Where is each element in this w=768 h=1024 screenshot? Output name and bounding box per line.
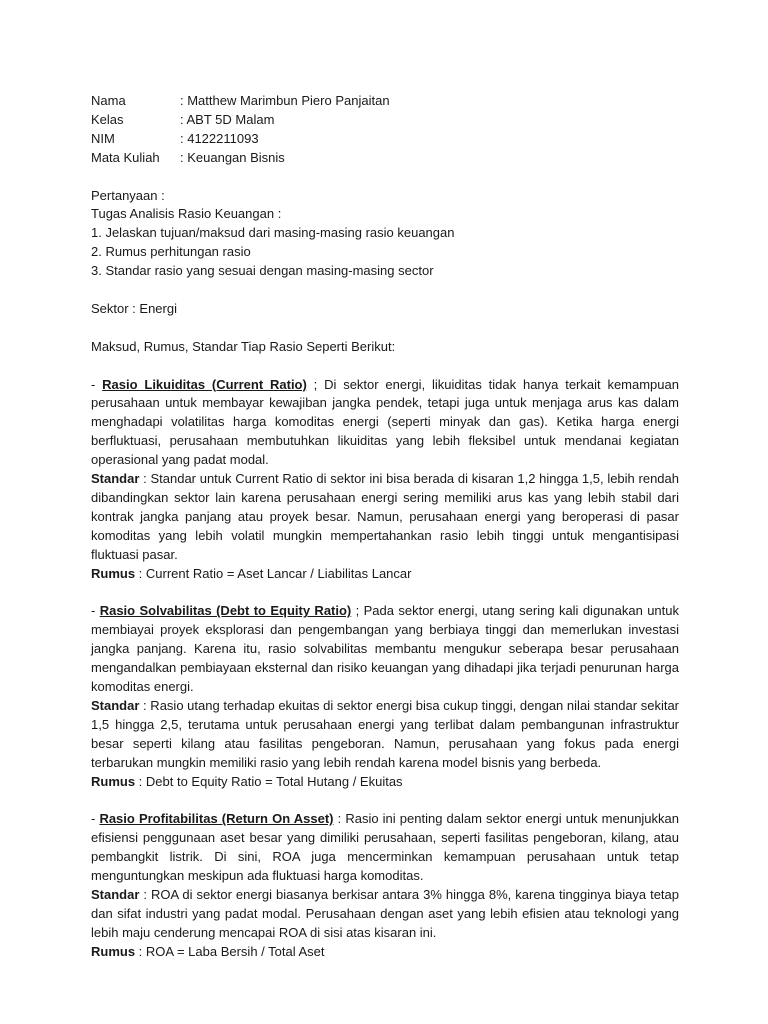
section-profitabilitas [91,810,679,961]
section-rumus [91,943,679,962]
section-title: Rasio Likuiditas (Current Ratio) [102,376,307,392]
standar-text: : ROA di sektor energi biasanya berkisar antara 3% hingga 8%, karena tingginya biaya tetap dan sifat industri yang padat modal. Perusahaan dengan aset yang lebih efisien atau teknologi yang lebih maju cenderung mencapai ROA di sisi atas kisaran ini. [91,886,679,940]
identity-label: Mata Kuliah [91,149,160,165]
identity-label: Nama [91,93,126,108]
section-standar [91,886,679,943]
identity-value: : 4122211093 [180,130,259,146]
identity-block [91,92,679,168]
standar-label: Standar [91,886,140,902]
identity-value: : Keuangan Bisnis [180,149,285,165]
questions-heading: Pertanyaan : [91,187,165,203]
section-title: Rasio Solvabilitas (Debt to Equity Ratio) [99,603,352,619]
section-description [91,376,679,471]
identity-value: : ABT 5D Malam [180,111,275,127]
section-description [91,810,679,886]
spacer [91,357,679,376]
section-rumus [91,565,679,584]
questions-block [91,187,679,282]
section-prefix: - [91,376,103,392]
section-description-text: : Rasio ini penting dalam sektor energi untuk menunjukkan efisiensi penggunaan aset besar yang dimiliki perusahaan, seperti fasilitas pengeboran, kilang, atau pembangkit listrik. Di sini, ROA juga mencerminkan kemampuan perusahaan untuk tetap menguntungkan meskipun ada fluktuasi harga komoditas. [91,811,680,884]
rumus-text: : Debt to Equity Ratio = Total Hutang / Ekuitas [135,773,403,789]
rumus-label: Rumus [91,773,136,789]
sector-line: Sektor : Energi [91,300,177,316]
standar-text: : Standar untuk Current Ratio di sektor ini bisa berada di kisaran 1,2 hingga 1,5, lebih rendah dibandingkan sektor lain karena perusahaan energi sering memiliki arus kas yang lebih stabil dari kontrak jangka panjang atau proyek besar. Namun, perusahaan energi yang beroperasi di pasar komoditas yang lebih volatil mungkin mempertahankan rasio lebih tinggi untuk mengantisipasi fluktuasi pasar. [91,471,679,562]
identity-value: : Matthew Marimbun Piero Panjaitan [180,93,390,108]
rumus-label: Rumus [91,943,136,959]
section-description-text: ; Di sektor energi, likuiditas tidak hanya terkait kemampuan perusahaan untuk membayar kewajiban jangka pendek, tetapi juga untuk menjaga arus kas dalam menghadapi volatilitas harga komoditas energi (seperti minyak dan gas). Ketika harga energi berfluktuasi, perusahaan membutuhkan likuiditas yang lebih fleksibel untuk mendanai kegiatan operasional yang padat modal. [91,376,679,468]
section-prefix: - [91,603,100,619]
section-solvabilitas [91,602,679,791]
section-prefix: - [91,811,100,827]
standar-text: : Rasio utang terhadap ekuitas di sektor energi bisa cukup tinggi, dengan nilai standar sekitar 1,5 hingga 2,5, terutama untuk perusahaan energi yang terlibat dalam pembangunan infrastruktur besar seperti kilang atau fasilitas pengeboran. Namun, perusahaan yang fokus pada energi terbarukan mungkin memiliki rasio yang lebih rendah karena model bisnis yang berbeda. [91,697,679,770]
standar-label: Standar [91,697,140,713]
standar-label: Standar [91,471,140,487]
section-description [91,602,679,697]
section-standar [91,470,679,565]
identity-label: NIM [91,130,115,146]
section-likuiditas [91,376,679,584]
section-standar [91,697,679,773]
spacer [91,791,679,810]
spacer [91,584,679,603]
identity-row-nama [91,92,679,111]
rumus-label: Rumus [91,565,136,581]
questions-task: Tugas Analisis Rasio Keuangan : [91,206,282,222]
question-item: 3. Standar rasio yang sesuai dengan masing-masing sector [91,263,434,279]
document-page [91,92,679,962]
identity-row-nim [91,130,679,149]
rumus-text: : Current Ratio = Aset Lancar / Liabilitas Lancar [135,565,412,581]
question-item: 2. Rumus perhitungan rasio [91,244,251,260]
rumus-text: : ROA = Laba Bersih / Total Aset [135,943,325,959]
section-title: Rasio Profitabilitas (Return On Asset) [99,811,334,827]
spacer [91,319,679,338]
identity-label: Kelas [91,111,124,127]
intro-line: Maksud, Rumus, Standar Tiap Rasio Seperti Berikut: [91,338,396,354]
section-rumus [91,773,679,792]
identity-row-kelas [91,111,679,130]
question-item: 1. Jelaskan tujuan/maksud dari masing-masing rasio keuangan [91,225,455,241]
spacer [91,168,679,187]
section-description-text: ; Pada sektor energi, utang sering kali digunakan untuk membiayai proyek eksplorasi dan pengembangan yang berbiaya tinggi dan memerlukan investasi jangka panjang. Karena itu, rasio solvabilitas membantu mengukur seberapa besar perusahaan mengandalkan pembiayaan eksternal dan risiko keuangan yang dihadapi jika terjadi penurunan harga komoditas energi. [91,603,679,695]
identity-row-mata-kuliah [91,149,679,168]
spacer [91,281,679,300]
